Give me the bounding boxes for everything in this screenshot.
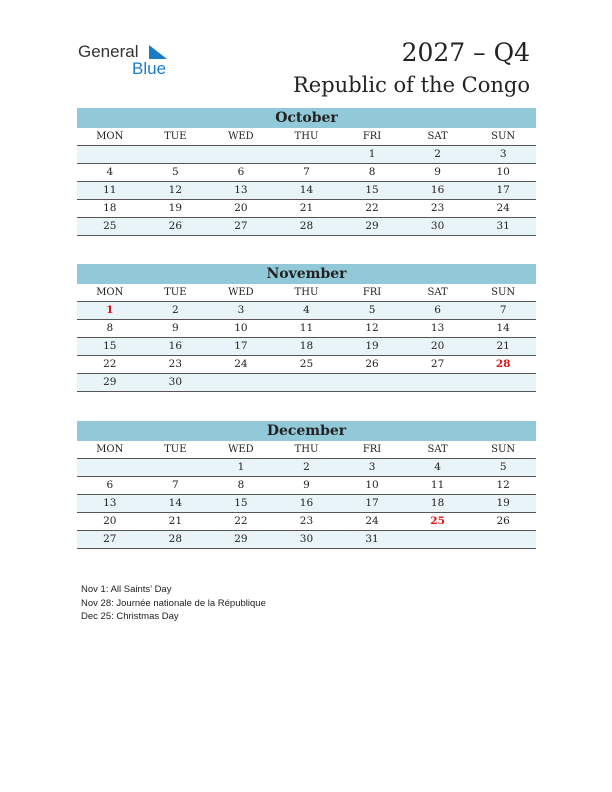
day-cell: 22 xyxy=(365,202,379,214)
week-row xyxy=(77,200,536,218)
day-cell: 27 xyxy=(234,220,248,232)
day-cell: 30 xyxy=(168,376,183,388)
day-cell xyxy=(405,374,471,391)
weekday-header-row xyxy=(77,284,536,302)
day-cell: 6 xyxy=(237,166,245,178)
week-row xyxy=(77,495,536,513)
day-cell: 5 xyxy=(368,304,376,316)
weekday-label: SAT xyxy=(427,287,448,298)
day-cell: 9 xyxy=(172,322,179,334)
day-cell: 11 xyxy=(299,322,314,334)
day-cell: 31 xyxy=(365,533,379,545)
weekday-label: THU xyxy=(294,444,319,455)
day-cell xyxy=(470,374,536,391)
day-cell: 28 xyxy=(168,533,183,545)
day-cell: 16 xyxy=(168,340,183,352)
week-row xyxy=(77,146,536,164)
day-cell: 11 xyxy=(103,184,117,196)
day-cell: 1 xyxy=(237,461,245,473)
day-cell: 2 xyxy=(172,304,179,316)
week-row xyxy=(77,182,536,200)
week-row xyxy=(77,356,536,374)
day-cell xyxy=(143,459,209,476)
week-row xyxy=(77,477,536,495)
day-cell: 22 xyxy=(234,515,248,527)
day-cell: 3 xyxy=(368,461,376,473)
day-cell: 8 xyxy=(106,322,114,334)
holiday-note: Nov 1: All Saints’ Day xyxy=(81,584,172,595)
calendar-december xyxy=(77,421,536,549)
logo-flag-icon xyxy=(149,45,169,61)
day-cell xyxy=(208,374,274,391)
day-cell xyxy=(339,374,405,391)
day-cell: 2 xyxy=(434,148,441,160)
day-cell: 31 xyxy=(496,220,510,232)
day-cell: 29 xyxy=(103,376,117,388)
day-cell: 13 xyxy=(430,322,445,334)
day-cell: 23 xyxy=(299,515,314,527)
day-cell: 12 xyxy=(365,322,379,334)
week-row xyxy=(77,302,536,320)
day-cell: 14 xyxy=(168,497,183,509)
day-cell: 10 xyxy=(234,322,248,334)
day-cell: 2 xyxy=(303,461,310,473)
logo-text-blue: Blue xyxy=(132,59,167,78)
day-cell: 6 xyxy=(434,304,441,316)
weekday-label: FRI xyxy=(362,131,382,142)
day-cell: 10 xyxy=(365,479,379,491)
logo xyxy=(78,42,178,82)
day-cell: 22 xyxy=(103,358,117,370)
weekday-label: FRI xyxy=(362,287,382,298)
day-cell: 8 xyxy=(237,479,245,491)
calendar-october xyxy=(77,108,536,236)
day-cell xyxy=(274,146,340,163)
day-cell: 13 xyxy=(103,497,117,509)
day-cell: 16 xyxy=(299,497,314,509)
day-cell: 21 xyxy=(299,202,314,214)
day-cell: 18 xyxy=(103,202,117,214)
day-cell: 4 xyxy=(106,166,114,178)
day-cell: 20 xyxy=(103,515,117,527)
day-cell: 24 xyxy=(496,202,510,214)
week-row xyxy=(77,531,536,549)
day-cell: 9 xyxy=(434,166,441,178)
day-cell: 27 xyxy=(103,533,117,545)
day-cell: 11 xyxy=(430,479,445,491)
weekday-label: TUE xyxy=(164,287,187,298)
weekday-header-row xyxy=(77,441,536,459)
day-cell: 4 xyxy=(303,304,310,316)
day-cell: 7 xyxy=(499,304,507,316)
day-cell xyxy=(274,374,340,391)
day-cell: 23 xyxy=(430,202,445,214)
weekday-label: MON xyxy=(96,444,124,455)
day-cell: 19 xyxy=(168,202,183,214)
weekday-label: SUN xyxy=(491,287,516,298)
day-cell: 12 xyxy=(168,184,183,196)
day-cell xyxy=(470,531,536,548)
page-subtitle: Republic of the Congo xyxy=(293,73,530,97)
week-row xyxy=(77,320,536,338)
day-cell xyxy=(77,459,143,476)
holiday-note: Dec 25: Christmas Day xyxy=(81,611,179,622)
weekday-label: SAT xyxy=(427,444,448,455)
day-cell: 28 xyxy=(299,220,314,232)
weekday-label: TUE xyxy=(164,444,187,455)
day-cell: 29 xyxy=(365,220,379,232)
day-cell xyxy=(143,146,209,163)
weekday-label: SUN xyxy=(491,131,516,142)
day-cell: 23 xyxy=(168,358,183,370)
day-cell xyxy=(405,531,471,548)
weekday-label: SAT xyxy=(427,131,448,142)
day-cell: 26 xyxy=(496,515,510,527)
month-header: November xyxy=(77,264,536,284)
holiday-note: Nov 28: Journée nationale de la République xyxy=(81,597,266,609)
day-cell: 27 xyxy=(430,358,445,370)
week-row xyxy=(77,459,536,477)
day-cell: 1 xyxy=(368,148,376,160)
day-cell: 21 xyxy=(168,515,183,527)
day-cell: 17 xyxy=(234,340,248,352)
weekday-label: TUE xyxy=(164,131,187,142)
day-cell: 15 xyxy=(234,497,248,509)
day-cell: 16 xyxy=(430,184,445,196)
page-title: 2027 – Q4 xyxy=(401,38,530,67)
day-cell: 14 xyxy=(496,322,510,334)
day-cell: 7 xyxy=(303,166,310,178)
weekday-label: MON xyxy=(96,131,124,142)
weekday-label: WED xyxy=(228,131,254,142)
weekday-label: THU xyxy=(294,287,319,298)
day-cell: 30 xyxy=(430,220,445,232)
month-header: December xyxy=(77,421,536,441)
day-cell: 25 xyxy=(103,220,117,232)
day-cell: 19 xyxy=(365,340,379,352)
weekday-label: WED xyxy=(228,444,254,455)
day-cell: 21 xyxy=(496,340,510,352)
day-cell: 14 xyxy=(299,184,314,196)
day-cell: 26 xyxy=(365,358,379,370)
day-cell: 12 xyxy=(496,479,510,491)
day-cell: 18 xyxy=(299,340,314,352)
day-cell: 7 xyxy=(172,479,179,491)
day-cell: 18 xyxy=(430,497,445,509)
week-row xyxy=(77,374,536,392)
weekday-label: MON xyxy=(96,287,124,298)
day-cell: 24 xyxy=(365,515,379,527)
day-cell: 15 xyxy=(365,184,379,196)
weekday-label: THU xyxy=(294,131,319,142)
day-cell: 28 xyxy=(495,358,511,370)
calendar-november xyxy=(77,264,536,392)
week-row xyxy=(77,218,536,236)
weekday-header-row xyxy=(77,128,536,146)
day-cell: 17 xyxy=(365,497,379,509)
day-cell: 1 xyxy=(106,304,114,316)
day-cell: 26 xyxy=(168,220,183,232)
weekday-label: FRI xyxy=(362,444,382,455)
week-row xyxy=(77,513,536,531)
day-cell: 20 xyxy=(234,202,248,214)
logo-text-general: General xyxy=(78,42,139,61)
day-cell: 17 xyxy=(496,184,510,196)
day-cell: 20 xyxy=(430,340,445,352)
week-row xyxy=(77,338,536,356)
day-cell: 24 xyxy=(234,358,248,370)
weekday-label: SUN xyxy=(491,444,516,455)
day-cell: 9 xyxy=(303,479,310,491)
day-cell: 19 xyxy=(496,497,510,509)
day-cell: 10 xyxy=(496,166,510,178)
week-row xyxy=(77,164,536,182)
day-cell xyxy=(208,146,274,163)
day-cell: 25 xyxy=(430,515,445,527)
day-cell: 15 xyxy=(103,340,117,352)
day-cell: 5 xyxy=(172,166,179,178)
day-cell: 29 xyxy=(234,533,248,545)
holiday-notes xyxy=(81,583,266,624)
day-cell: 4 xyxy=(434,461,441,473)
weekday-label: WED xyxy=(228,287,254,298)
month-header: October xyxy=(77,108,536,128)
day-cell xyxy=(77,146,143,163)
day-cell: 3 xyxy=(237,304,245,316)
day-cell: 8 xyxy=(368,166,376,178)
day-cell: 5 xyxy=(499,461,507,473)
day-cell: 25 xyxy=(299,358,314,370)
day-cell: 13 xyxy=(234,184,248,196)
day-cell: 30 xyxy=(299,533,314,545)
day-cell: 3 xyxy=(499,148,507,160)
day-cell: 6 xyxy=(106,479,114,491)
